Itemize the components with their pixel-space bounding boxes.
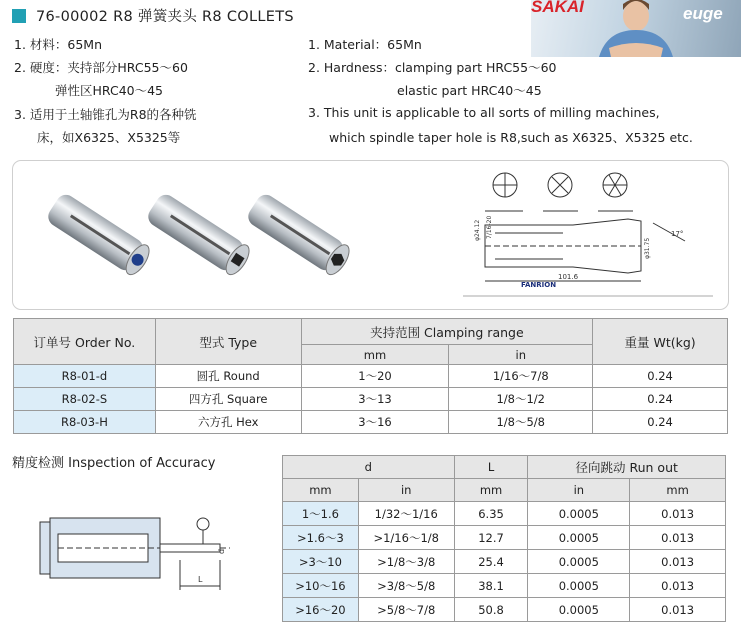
range-in-header: in bbox=[449, 345, 593, 365]
d-in-cell: >1/8～3/8 bbox=[358, 550, 454, 574]
weight-cell: 0.24 bbox=[593, 365, 728, 388]
collet-square bbox=[144, 191, 253, 278]
runout-in-cell: 0.0005 bbox=[528, 598, 630, 622]
drawing-dim-angle: 17° bbox=[671, 230, 684, 238]
clamping-range-header: 夹持范围 Clamping range bbox=[301, 319, 593, 345]
table-row bbox=[283, 526, 726, 550]
drawing-brand: FANRION bbox=[521, 281, 557, 289]
runout-in-cell: 0.0005 bbox=[528, 550, 630, 574]
d-mm-header: mm bbox=[283, 479, 359, 502]
l-cell: 25.4 bbox=[454, 550, 528, 574]
range-in-cell: 1/8～5/8 bbox=[449, 411, 593, 434]
weight-cell: 0.24 bbox=[593, 411, 728, 434]
banner-logo-text: SAKAI bbox=[531, 0, 584, 16]
order-no-header: 订单号 Order No. bbox=[14, 319, 156, 365]
runout-mm-cell: 0.013 bbox=[630, 550, 726, 574]
type-header: 型式 Type bbox=[155, 319, 301, 365]
l-cell: 12.7 bbox=[454, 526, 528, 550]
collet-round bbox=[44, 191, 153, 278]
runout-mm-cell: 0.013 bbox=[630, 574, 726, 598]
table-row bbox=[14, 388, 728, 411]
inspection-label-l: L bbox=[198, 575, 203, 584]
spec-en-2b: elastic part HRC40～45 bbox=[397, 83, 542, 98]
d-in-cell: >5/8～7/8 bbox=[358, 598, 454, 622]
table-row bbox=[283, 502, 726, 526]
inspection-label-d: d bbox=[217, 548, 226, 554]
banner-photo bbox=[531, 0, 741, 57]
spec-en-3b: which spindle taper hole is R8,such as X6325、X5325 etc. bbox=[329, 130, 693, 145]
weight-header: 重量 Wt(kg) bbox=[593, 319, 728, 365]
d-mm-cell: >1.6～3 bbox=[283, 526, 359, 550]
accuracy-table bbox=[282, 455, 726, 622]
runout-in-header: in bbox=[528, 479, 630, 502]
runout-header: 径向跳动 Run out bbox=[528, 456, 726, 479]
order-no-cell: R8-01-d bbox=[14, 365, 156, 388]
d-mm-cell: >16～20 bbox=[283, 598, 359, 622]
title-marker-icon bbox=[12, 9, 26, 23]
l-mm-header: mm bbox=[454, 479, 528, 502]
range-mm-cell: 1～20 bbox=[301, 365, 449, 388]
d-mm-cell: >3～10 bbox=[283, 550, 359, 574]
range-mm-cell: 3～13 bbox=[301, 388, 449, 411]
table-row bbox=[283, 550, 726, 574]
spec-en-1: 1. Material：65Mn bbox=[308, 37, 422, 52]
weight-cell: 0.24 bbox=[593, 388, 728, 411]
spec-cn-3b: 床，如X6325、X5325等 bbox=[37, 130, 181, 145]
banner-logo-text-right: euge bbox=[683, 4, 723, 23]
table-row bbox=[283, 598, 726, 622]
spec-cn-2b: 弹性区HRC40～45 bbox=[55, 83, 164, 98]
d-in-cell: 1/32～1/16 bbox=[358, 502, 454, 526]
table-row bbox=[283, 574, 726, 598]
spec-en-2: 2. Hardness：clamping part HRC55～60 bbox=[308, 60, 557, 75]
inspection-drawing bbox=[30, 510, 240, 600]
d-header: d bbox=[283, 456, 455, 479]
l-cell: 6.35 bbox=[454, 502, 528, 526]
spec-cn-1: 1. 材料：65Mn bbox=[14, 37, 103, 52]
drawing-dim-length: 101.6 bbox=[558, 273, 579, 281]
spec-cn-3: 3. 适用于土轴锥孔为R8的各种铣 bbox=[14, 107, 197, 122]
order-no-cell: R8-02-S bbox=[14, 388, 156, 411]
runout-mm-cell: 0.013 bbox=[630, 502, 726, 526]
table-row bbox=[14, 365, 728, 388]
table-row bbox=[14, 411, 728, 434]
drawing-dim-dia1: φ24.12 bbox=[474, 219, 481, 241]
type-cell: 四方孔 Square bbox=[155, 388, 301, 411]
d-mm-cell: 1～1.6 bbox=[283, 502, 359, 526]
runout-mm-cell: 0.013 bbox=[630, 526, 726, 550]
runout-mm-header: mm bbox=[630, 479, 726, 502]
range-in-cell: 1/8～1/2 bbox=[449, 388, 593, 411]
l-cell: 50.8 bbox=[454, 598, 528, 622]
runout-in-cell: 0.0005 bbox=[528, 502, 630, 526]
spec-cn-2: 2. 硬度：夹持部分HRC55～60 bbox=[14, 60, 188, 75]
technical-drawing bbox=[423, 161, 723, 309]
type-cell: 六方孔 Hex bbox=[155, 411, 301, 434]
person-photo bbox=[531, 0, 741, 57]
d-in-cell: >1/16～1/8 bbox=[358, 526, 454, 550]
order-no-cell: R8-03-H bbox=[14, 411, 156, 434]
runout-in-cell: 0.0005 bbox=[528, 526, 630, 550]
runout-mm-cell: 0.013 bbox=[630, 598, 726, 622]
order-table bbox=[13, 318, 728, 434]
page-title: 76-00002 R8 弹簧夹头 R8 COLLETS bbox=[36, 9, 294, 25]
drawing-dim-dia3: φ31.75 bbox=[644, 237, 651, 259]
spec-en-3: 3. This unit is applicable to all sorts of milling machines, bbox=[308, 105, 660, 120]
d-mm-cell: >10～16 bbox=[283, 574, 359, 598]
l-cell: 38.1 bbox=[454, 574, 528, 598]
product-panel bbox=[12, 160, 729, 310]
type-cell: 圆孔 Round bbox=[155, 365, 301, 388]
d-in-header: in bbox=[358, 479, 454, 502]
runout-in-cell: 0.0005 bbox=[528, 574, 630, 598]
l-header: L bbox=[454, 456, 528, 479]
d-in-cell: >3/8～5/8 bbox=[358, 574, 454, 598]
range-mm-header: mm bbox=[301, 345, 449, 365]
range-in-cell: 1/16～7/8 bbox=[449, 365, 593, 388]
collet-hex bbox=[244, 191, 353, 278]
range-mm-cell: 3～16 bbox=[301, 411, 449, 434]
accuracy-heading: 精度检测 Inspection of Accuracy bbox=[12, 456, 216, 471]
drawing-dim-dia2: 7/16-20 bbox=[486, 215, 493, 239]
